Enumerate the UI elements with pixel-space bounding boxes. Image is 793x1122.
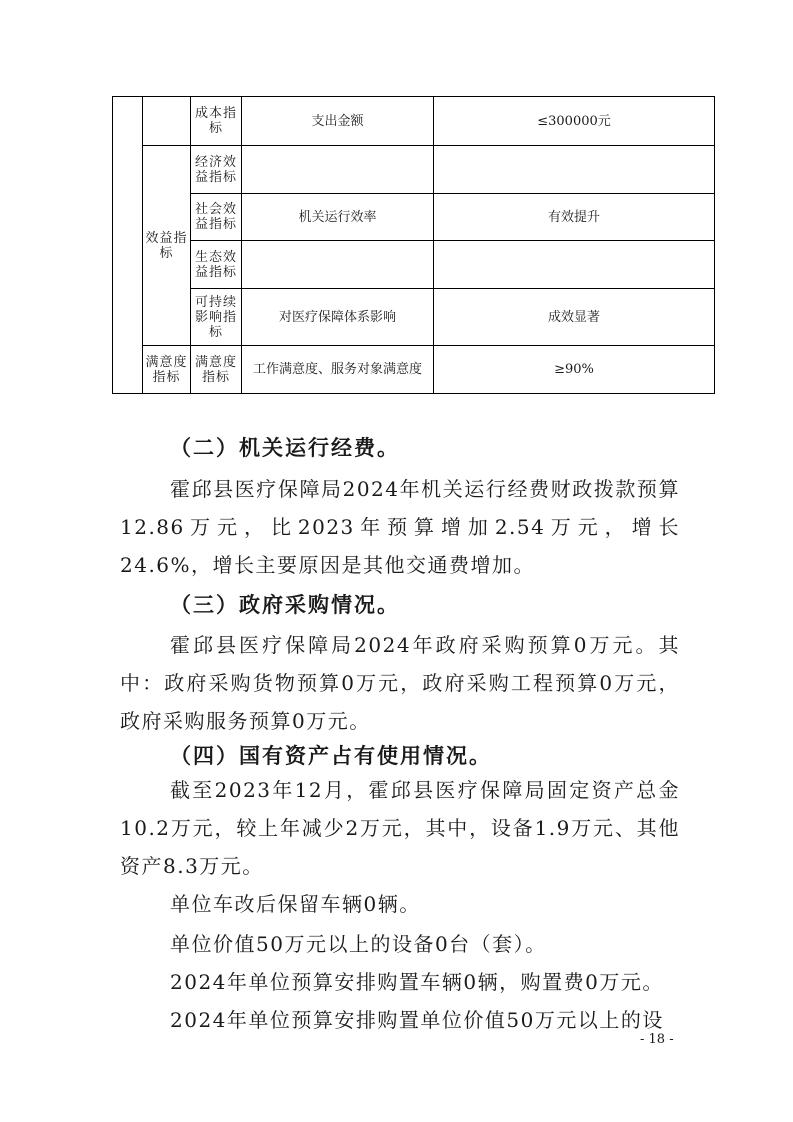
table-row — [113, 289, 715, 346]
table-cell-target: 成效显著 — [434, 289, 715, 346]
table-row — [113, 146, 715, 194]
text-line-equipment: 单位价值50万元以上的设备0台（套）。 — [170, 932, 547, 956]
table-cell-target: ≥90% — [434, 346, 715, 394]
table-cell-level1 — [113, 97, 143, 394]
table-cell-level2: 效益指标 — [143, 146, 191, 346]
table-cell-level3: 成本指标 — [191, 97, 242, 146]
table-row — [113, 241, 715, 289]
table-cell-level2 — [143, 97, 191, 146]
page-number: - 18 - — [640, 1032, 674, 1047]
table-cell-target — [434, 146, 715, 194]
table-row — [113, 194, 715, 241]
table-cell-target: 有效提升 — [434, 194, 715, 241]
text-line-vehicle-purchase: 2024年单位预算安排购置车辆0辆，购置费0万元。 — [170, 970, 664, 994]
table-cell-indicator: 机关运行效率 — [242, 194, 434, 241]
table-cell-indicator: 对医疗保障体系影响 — [242, 289, 434, 346]
section-heading-assets: （四）国有资产占有使用情况。 — [170, 744, 492, 768]
text-line-vehicles: 单位车改后保留车辆0辆。 — [170, 892, 421, 916]
table-row — [113, 97, 715, 146]
table-row — [113, 346, 715, 394]
table-cell-level3: 经济效益指标 — [191, 146, 242, 194]
table-cell-indicator — [242, 146, 434, 194]
table-cell-level3: 社会效益指标 — [191, 194, 242, 241]
table-cell-level3: 生态效益指标 — [191, 241, 242, 289]
section-heading-operating-funds: （二）机关运行经费。 — [170, 436, 400, 460]
performance-indicator-table — [112, 96, 715, 394]
paragraph-operating-funds: 霍邱县医疗保障局2024年机关运行经费财政拨款预算12.86万元，比2023年预算增加2.54万元，增长24.6%，增长主要原因是其他交通费增加。 — [120, 477, 680, 577]
table-cell-indicator: 工作满意度、服务对象满意度 — [242, 346, 434, 394]
table-cell-level3: 可持续影响指标 — [191, 289, 242, 346]
table-cell-target: ≤300000元 — [434, 97, 715, 146]
table-cell-level3: 满意度指标 — [191, 346, 242, 394]
paragraph-procurement: 霍邱县医疗保障局2024年政府采购预算0万元。其中：政府采购货物预算0万元，政府采购工程预算0万元，政府采购服务预算0万元。 — [120, 633, 680, 733]
paragraph-assets: 截至2023年12月，霍邱县医疗保障局固定资产总金10.2万元，较上年减少2万元，其中，设备1.9万元、其他资产8.3万元。 — [120, 778, 680, 878]
table-cell-target — [434, 241, 715, 289]
table-cell-level2: 满意度指标 — [143, 346, 191, 394]
text-line-equipment-purchase: 2024年单位预算安排购置单位价值50万元以上的设 — [170, 1008, 664, 1032]
table-cell-indicator: 支出金额 — [242, 97, 434, 146]
table-cell-indicator — [242, 241, 434, 289]
section-heading-procurement: （三）政府采购情况。 — [170, 593, 400, 617]
